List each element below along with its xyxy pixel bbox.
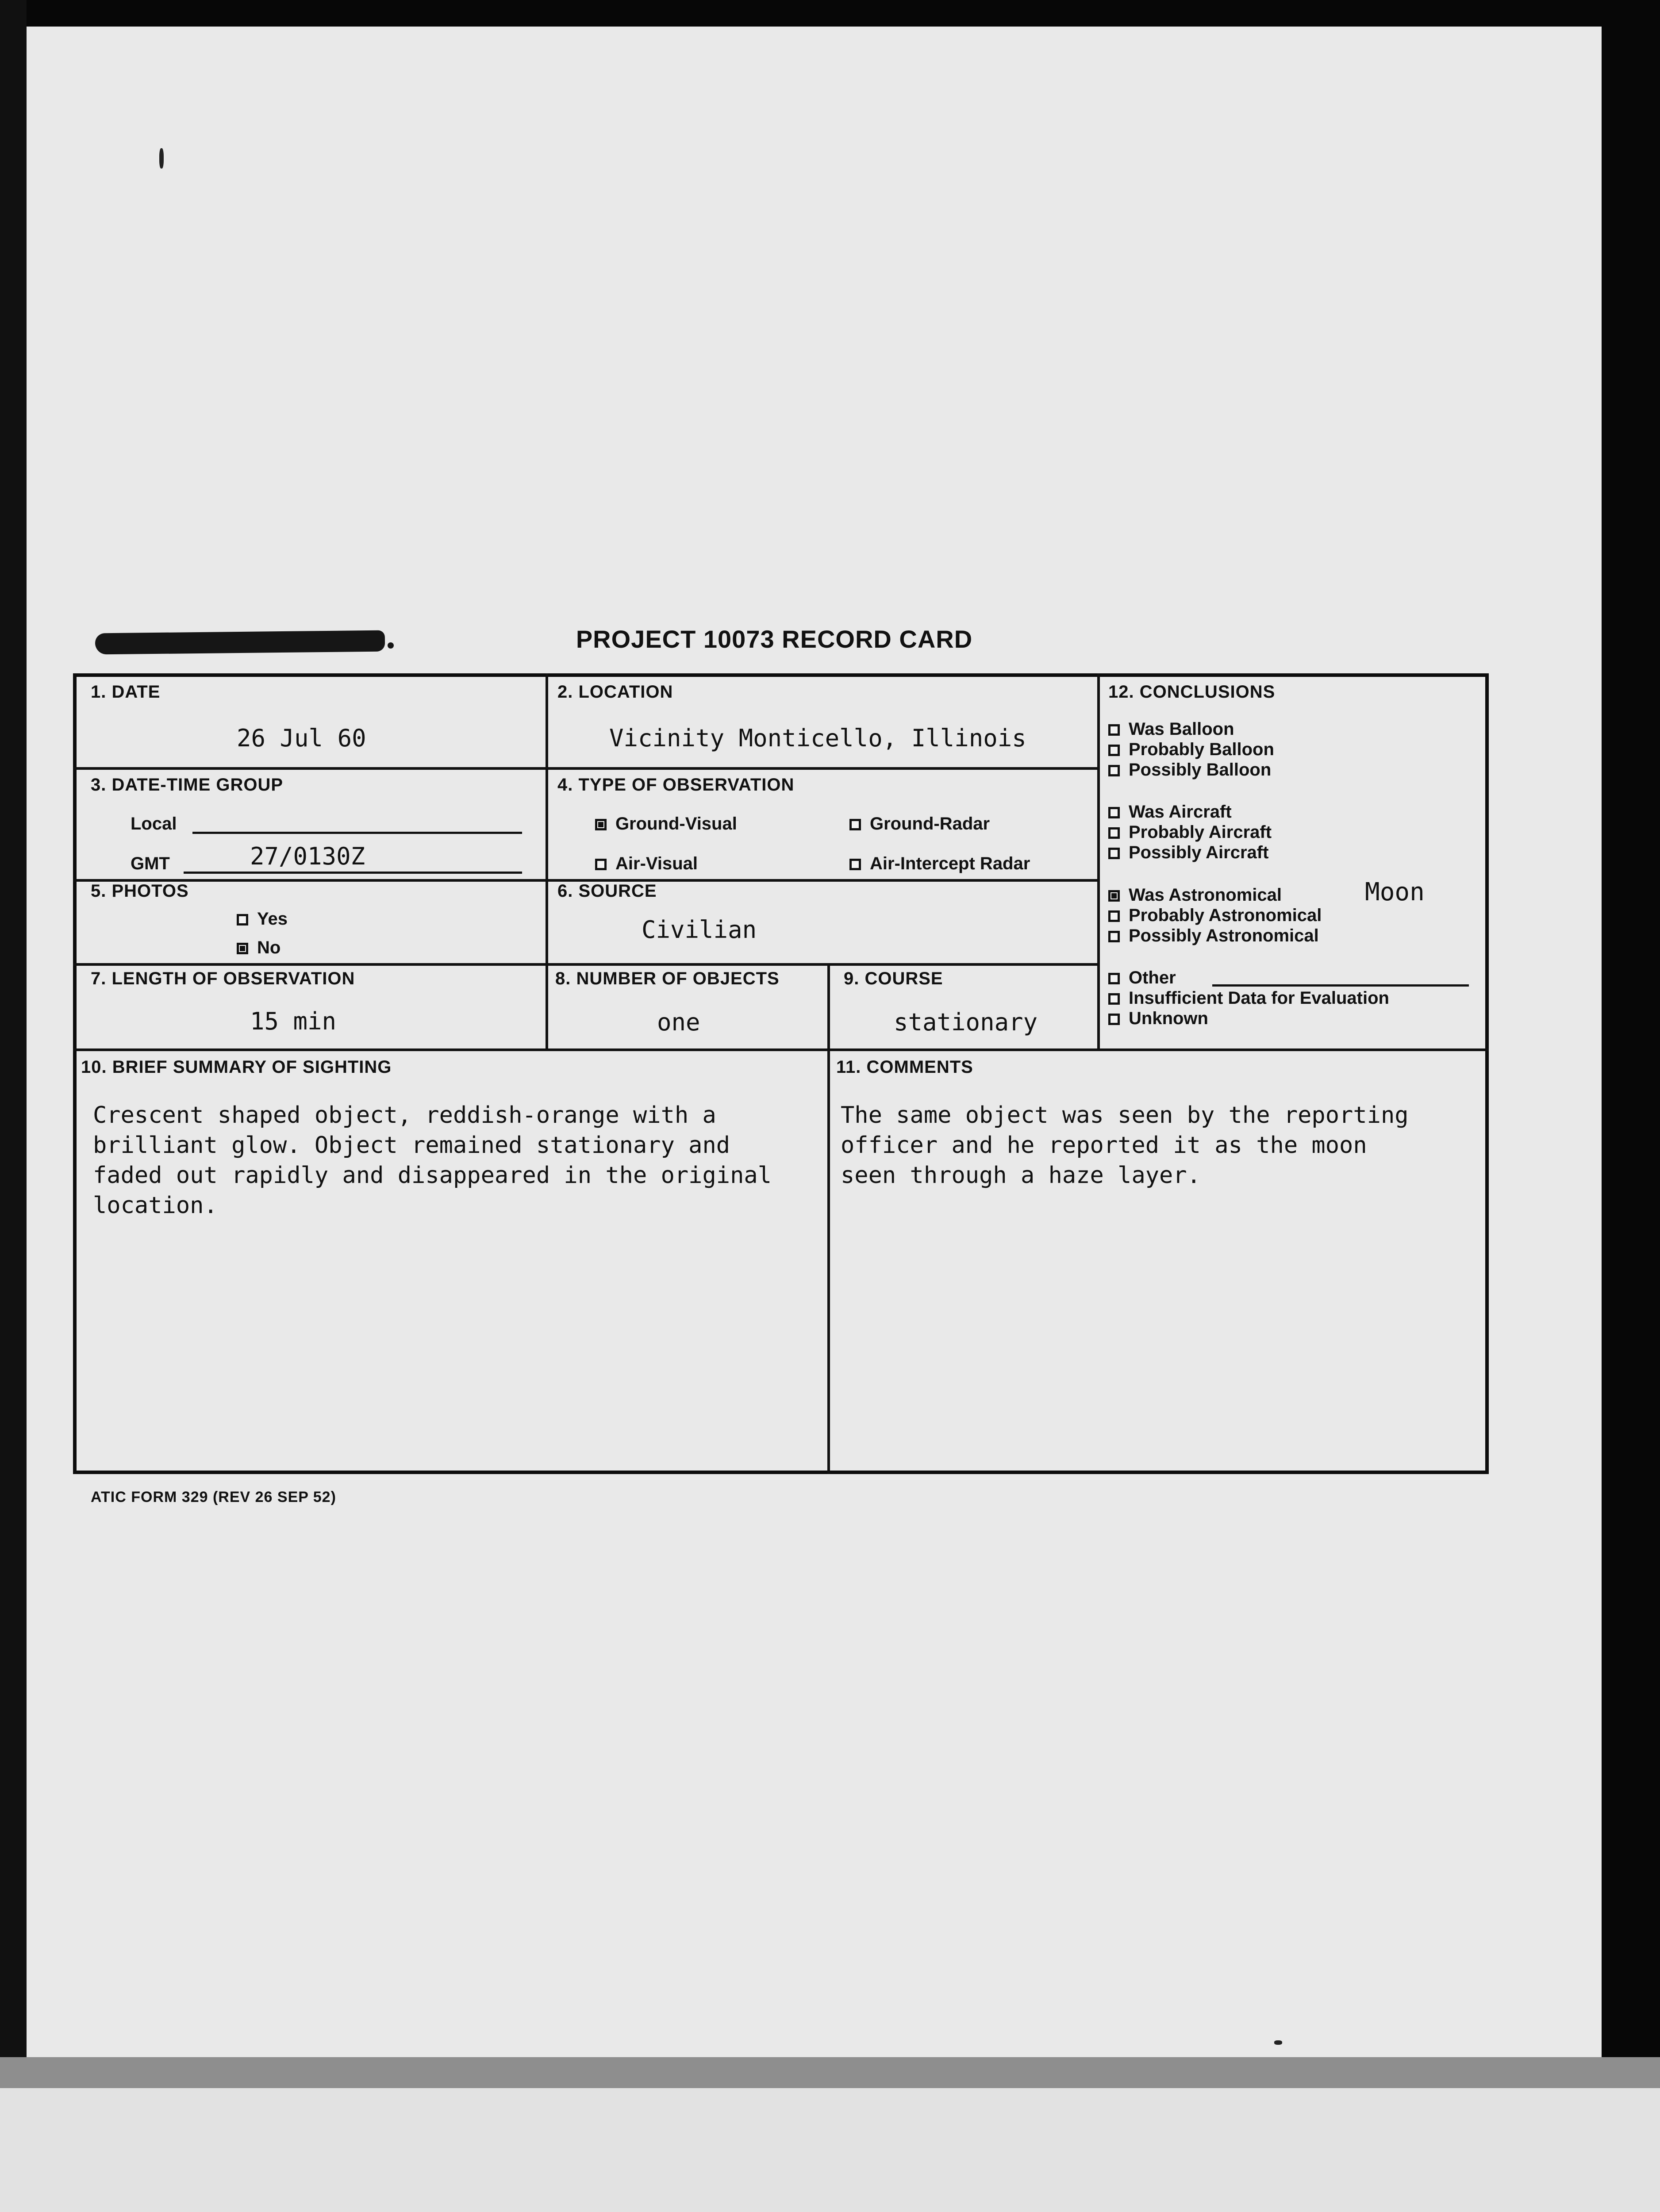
gmt-label: GMT [131,854,170,873]
conclusion-probably-astronomical[interactable]: Probably Astronomical [1108,905,1322,926]
checkbox-icon [1108,724,1120,736]
local-label: Local [131,814,177,833]
course-value: stationary [894,1008,1038,1036]
checkbox-icon [1108,910,1120,922]
divider-row-3 [73,963,1097,966]
checkbox-icon [595,859,607,870]
card-title: PROJECT 10073 RECORD CARD [576,625,973,653]
source-label: 6. SOURCE [557,881,657,901]
option-photos-no[interactable]: No [237,939,281,956]
record-card [73,673,1489,1474]
checkbox-icon [237,943,248,954]
redacted-dot [388,642,394,649]
checkbox-icon [595,819,607,830]
conclusion-other[interactable]: Other [1108,968,1389,988]
option-air-intercept-radar[interactable]: Air-Intercept Radar [849,855,1030,872]
number-of-objects-label: 8. NUMBER OF OBJECTS [555,969,780,988]
photos-label: 5. PHOTOS [91,881,189,901]
comments-label: 11. COMMENTS [836,1057,973,1077]
comments-text: The same object was seen by the reporting officer and he reported it as the moon seen through a haze layer. [841,1102,1409,1189]
scan-speck [1274,2040,1282,2045]
date-time-group-label: 3. DATE-TIME GROUP [91,775,284,795]
conclusions-label: 12. CONCLUSIONS [1108,682,1276,702]
location-label: 2. LOCATION [557,682,673,702]
course-label: 9. COURSE [844,969,943,988]
divider-col-2 [1097,673,1100,1048]
checkbox-icon [849,819,861,830]
divider-col-4 [827,1048,830,1474]
conclusion-was-astronomical[interactable]: Was Astronomical [1108,885,1322,905]
date-label: 1. DATE [91,682,161,702]
conclusions-group-balloon [1108,719,1274,780]
option-ground-visual[interactable]: Ground-Visual [595,815,737,833]
conclusion-possibly-aircraft[interactable]: Possibly Aircraft [1108,842,1272,863]
conclusions-group-astronomical [1108,885,1322,946]
gmt-value: 27/0130Z [250,842,365,870]
scan-speck [159,148,164,169]
type-of-observation-label: 4. TYPE OF OBSERVATION [557,775,795,795]
summary-text: Crescent shaped object, reddish-orange with a brilliant glow. Object remained stationary and faded out rapidly and disappeared in the original location. [93,1102,772,1219]
source-value: Civilian [642,916,757,944]
conclusions-group-other [1108,968,1389,1029]
option-photos-yes[interactable]: Yes [237,910,288,928]
conclusion-probably-balloon[interactable]: Probably Balloon [1108,739,1274,760]
conclusion-was-aircraft[interactable]: Was Aircraft [1108,802,1272,822]
checkbox-icon [1108,745,1120,756]
checkbox-icon [1108,848,1120,859]
divider-col-3 [827,963,830,1048]
checkbox-icon [1108,890,1120,902]
local-underline [192,832,522,834]
conclusion-was-balloon[interactable]: Was Balloon [1108,719,1274,739]
film-edge-left [0,0,27,2088]
divider-row-1 [73,767,1097,770]
redacted-text-block [95,630,385,655]
option-ground-radar[interactable]: Ground-Radar [849,815,990,833]
location-value: Vicinity Monticello, Illinois [609,724,1026,752]
checkbox-icon [1108,807,1120,818]
checkbox-icon [1108,765,1120,776]
conclusion-probably-aircraft[interactable]: Probably Aircraft [1108,822,1272,842]
divider-row-4 [73,1048,1489,1051]
conclusions-group-aircraft [1108,802,1272,863]
checkbox-icon [849,859,861,870]
film-lower-area [0,2088,1660,2212]
conclusion-possibly-balloon[interactable]: Possibly Balloon [1108,760,1274,780]
checkbox-icon [1108,993,1120,1005]
conclusion-possibly-astronomical[interactable]: Possibly Astronomical [1108,926,1322,946]
number-of-objects-value: one [657,1008,700,1036]
checkbox-icon [1108,973,1120,984]
checkbox-icon [237,914,248,926]
conclusion-unknown[interactable]: Unknown [1108,1008,1389,1029]
checkbox-icon [1108,931,1120,942]
astronomical-note: Moon [1365,878,1425,906]
divider-col-1 [546,673,548,1048]
length-of-observation-value: 15 min [250,1007,337,1035]
checkbox-icon [1108,1014,1120,1025]
form-id: ATIC FORM 329 (REV 26 SEP 52) [91,1489,336,1505]
checkbox-icon [1108,827,1120,839]
summary-label: 10. BRIEF SUMMARY OF SIGHTING [81,1057,392,1077]
other-underline [1212,984,1469,987]
option-air-visual[interactable]: Air-Visual [595,855,698,872]
gmt-underline [184,872,522,874]
date-value: 26 Jul 60 [237,724,366,752]
length-of-observation-label: 7. LENGTH OF OBSERVATION [91,969,355,988]
conclusion-insufficient-data[interactable]: Insufficient Data for Evaluation [1108,988,1389,1008]
